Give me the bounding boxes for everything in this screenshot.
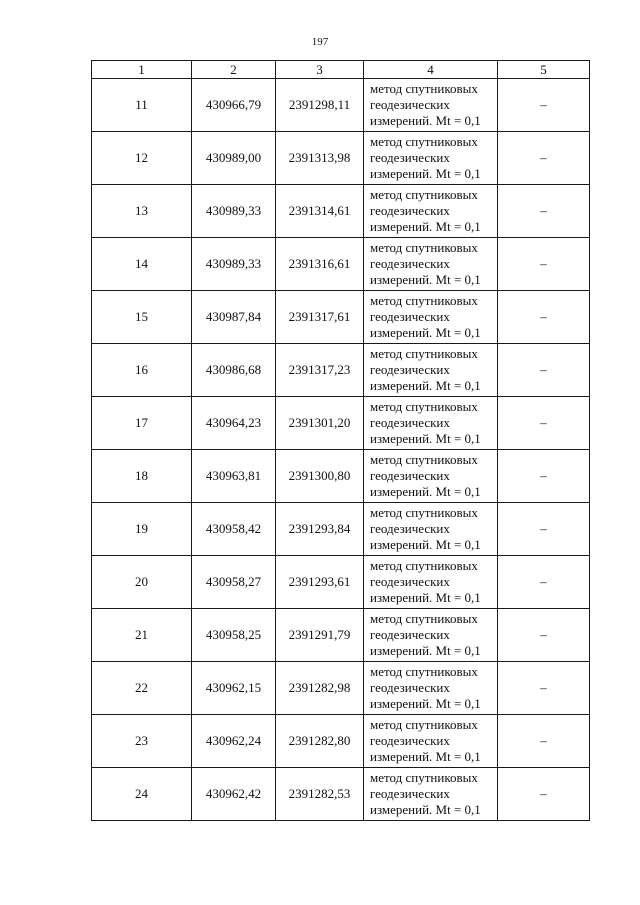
y-coordinate-cell: 2391313,98 xyxy=(276,132,364,185)
point-number-cell: 18 xyxy=(92,450,192,503)
method-line: геодезических xyxy=(370,680,450,695)
method-line: метод спутниковых xyxy=(370,452,478,467)
method-line: геодезических xyxy=(370,362,450,377)
note-cell: – xyxy=(498,609,590,662)
table-row xyxy=(92,768,590,821)
method-line: метод спутниковых xyxy=(370,717,478,732)
header-col-4: 4 xyxy=(364,61,498,79)
method-line: измерений. Mt = 0,1 xyxy=(370,325,481,340)
method-line: геодезических xyxy=(370,415,450,430)
method-line: геодезических xyxy=(370,627,450,642)
y-coordinate-cell: 2391301,20 xyxy=(276,397,364,450)
x-coordinate-cell: 430962,15 xyxy=(192,662,276,715)
method-line: измерений. Mt = 0,1 xyxy=(370,643,481,658)
method-line: метод спутниковых xyxy=(370,611,478,626)
table-row xyxy=(92,132,590,185)
note-cell: – xyxy=(498,291,590,344)
table-row xyxy=(92,238,590,291)
note-cell: – xyxy=(498,185,590,238)
method-cell xyxy=(364,132,498,185)
table-row xyxy=(92,609,590,662)
note-cell: – xyxy=(498,344,590,397)
note-cell: – xyxy=(498,715,590,768)
table-row xyxy=(92,450,590,503)
method-line: измерений. Mt = 0,1 xyxy=(370,484,481,499)
note-cell: – xyxy=(498,556,590,609)
method-line: метод спутниковых xyxy=(370,558,478,573)
method-line: геодезических xyxy=(370,733,450,748)
y-coordinate-cell: 2391293,84 xyxy=(276,503,364,556)
y-coordinate-cell: 2391282,53 xyxy=(276,768,364,821)
method-line: геодезических xyxy=(370,97,450,112)
method-line: метод спутниковых xyxy=(370,240,478,255)
method-line: метод спутниковых xyxy=(370,187,478,202)
method-line: измерений. Mt = 0,1 xyxy=(370,431,481,446)
header-col-2: 2 xyxy=(192,61,276,79)
note-cell: – xyxy=(498,132,590,185)
method-cell xyxy=(364,79,498,132)
note-cell: – xyxy=(498,397,590,450)
method-line: геодезических xyxy=(370,150,450,165)
y-coordinate-cell: 2391291,79 xyxy=(276,609,364,662)
x-coordinate-cell: 430958,27 xyxy=(192,556,276,609)
table-header xyxy=(92,61,590,79)
y-coordinate-cell: 2391317,23 xyxy=(276,344,364,397)
point-number-cell: 14 xyxy=(92,238,192,291)
x-coordinate-cell: 430989,33 xyxy=(192,185,276,238)
table-row xyxy=(92,344,590,397)
table-row xyxy=(92,662,590,715)
x-coordinate-cell: 430989,00 xyxy=(192,132,276,185)
table-row xyxy=(92,556,590,609)
method-line: измерений. Mt = 0,1 xyxy=(370,749,481,764)
x-coordinate-cell: 430966,79 xyxy=(192,79,276,132)
y-coordinate-cell: 2391282,98 xyxy=(276,662,364,715)
point-number-cell: 13 xyxy=(92,185,192,238)
note-cell: – xyxy=(498,79,590,132)
note-cell: – xyxy=(498,768,590,821)
y-coordinate-cell: 2391298,11 xyxy=(276,79,364,132)
table-row xyxy=(92,291,590,344)
point-number-cell: 23 xyxy=(92,715,192,768)
table-row xyxy=(92,715,590,768)
x-coordinate-cell: 430986,68 xyxy=(192,344,276,397)
method-line: метод спутниковых xyxy=(370,81,478,96)
method-line: геодезических xyxy=(370,574,450,589)
header-col-1: 1 xyxy=(92,61,192,79)
method-line: измерений. Mt = 0,1 xyxy=(370,590,481,605)
method-line: измерений. Mt = 0,1 xyxy=(370,219,481,234)
point-number-cell: 24 xyxy=(92,768,192,821)
method-line: геодезических xyxy=(370,256,450,271)
method-line: геодезических xyxy=(370,786,450,801)
method-cell xyxy=(364,609,498,662)
method-cell xyxy=(364,344,498,397)
x-coordinate-cell: 430963,81 xyxy=(192,450,276,503)
point-number-cell: 20 xyxy=(92,556,192,609)
table-row xyxy=(92,503,590,556)
table-body xyxy=(92,79,590,821)
x-coordinate-cell: 430962,42 xyxy=(192,768,276,821)
y-coordinate-cell: 2391314,61 xyxy=(276,185,364,238)
point-number-cell: 19 xyxy=(92,503,192,556)
point-number-cell: 12 xyxy=(92,132,192,185)
method-line: измерений. Mt = 0,1 xyxy=(370,802,481,817)
point-number-cell: 17 xyxy=(92,397,192,450)
x-coordinate-cell: 430989,33 xyxy=(192,238,276,291)
method-line: измерений. Mt = 0,1 xyxy=(370,166,481,181)
method-line: геодезических xyxy=(370,203,450,218)
header-col-5: 5 xyxy=(498,61,590,79)
x-coordinate-cell: 430958,25 xyxy=(192,609,276,662)
method-line: метод спутниковых xyxy=(370,399,478,414)
method-cell xyxy=(364,238,498,291)
point-number-cell: 11 xyxy=(92,79,192,132)
y-coordinate-cell: 2391293,61 xyxy=(276,556,364,609)
table-row xyxy=(92,397,590,450)
method-line: метод спутниковых xyxy=(370,505,478,520)
method-line: измерений. Mt = 0,1 xyxy=(370,537,481,552)
point-number-cell: 16 xyxy=(92,344,192,397)
page-number: 197 xyxy=(311,36,329,48)
header-row xyxy=(92,61,590,79)
method-line: геодезических xyxy=(370,521,450,536)
y-coordinate-cell: 2391316,61 xyxy=(276,238,364,291)
method-cell xyxy=(364,662,498,715)
method-line: метод спутниковых xyxy=(370,346,478,361)
method-cell xyxy=(364,185,498,238)
method-line: измерений. Mt = 0,1 xyxy=(370,272,481,287)
header-col-3: 3 xyxy=(276,61,364,79)
note-cell: – xyxy=(498,450,590,503)
method-cell xyxy=(364,715,498,768)
point-number-cell: 22 xyxy=(92,662,192,715)
y-coordinate-cell: 2391282,80 xyxy=(276,715,364,768)
method-line: измерений. Mt = 0,1 xyxy=(370,696,481,711)
x-coordinate-cell: 430987,84 xyxy=(192,291,276,344)
table-row xyxy=(92,185,590,238)
method-cell xyxy=(364,397,498,450)
x-coordinate-cell: 430964,23 xyxy=(192,397,276,450)
method-line: метод спутниковых xyxy=(370,134,478,149)
coordinates-table xyxy=(91,60,590,821)
method-line: метод спутниковых xyxy=(370,770,478,785)
method-line: геодезических xyxy=(370,309,450,324)
method-line: метод спутниковых xyxy=(370,664,478,679)
method-line: геодезических xyxy=(370,468,450,483)
note-cell: – xyxy=(498,662,590,715)
note-cell: – xyxy=(498,503,590,556)
method-cell xyxy=(364,768,498,821)
x-coordinate-cell: 430958,42 xyxy=(192,503,276,556)
note-cell: – xyxy=(498,238,590,291)
point-number-cell: 21 xyxy=(92,609,192,662)
method-cell xyxy=(364,556,498,609)
table-row xyxy=(92,79,590,132)
x-coordinate-cell: 430962,24 xyxy=(192,715,276,768)
y-coordinate-cell: 2391300,80 xyxy=(276,450,364,503)
method-cell xyxy=(364,450,498,503)
y-coordinate-cell: 2391317,61 xyxy=(276,291,364,344)
method-cell xyxy=(364,291,498,344)
method-line: метод спутниковых xyxy=(370,293,478,308)
method-line: измерений. Mt = 0,1 xyxy=(370,378,481,393)
method-cell xyxy=(364,503,498,556)
point-number-cell: 15 xyxy=(92,291,192,344)
method-line: измерений. Mt = 0,1 xyxy=(370,113,481,128)
